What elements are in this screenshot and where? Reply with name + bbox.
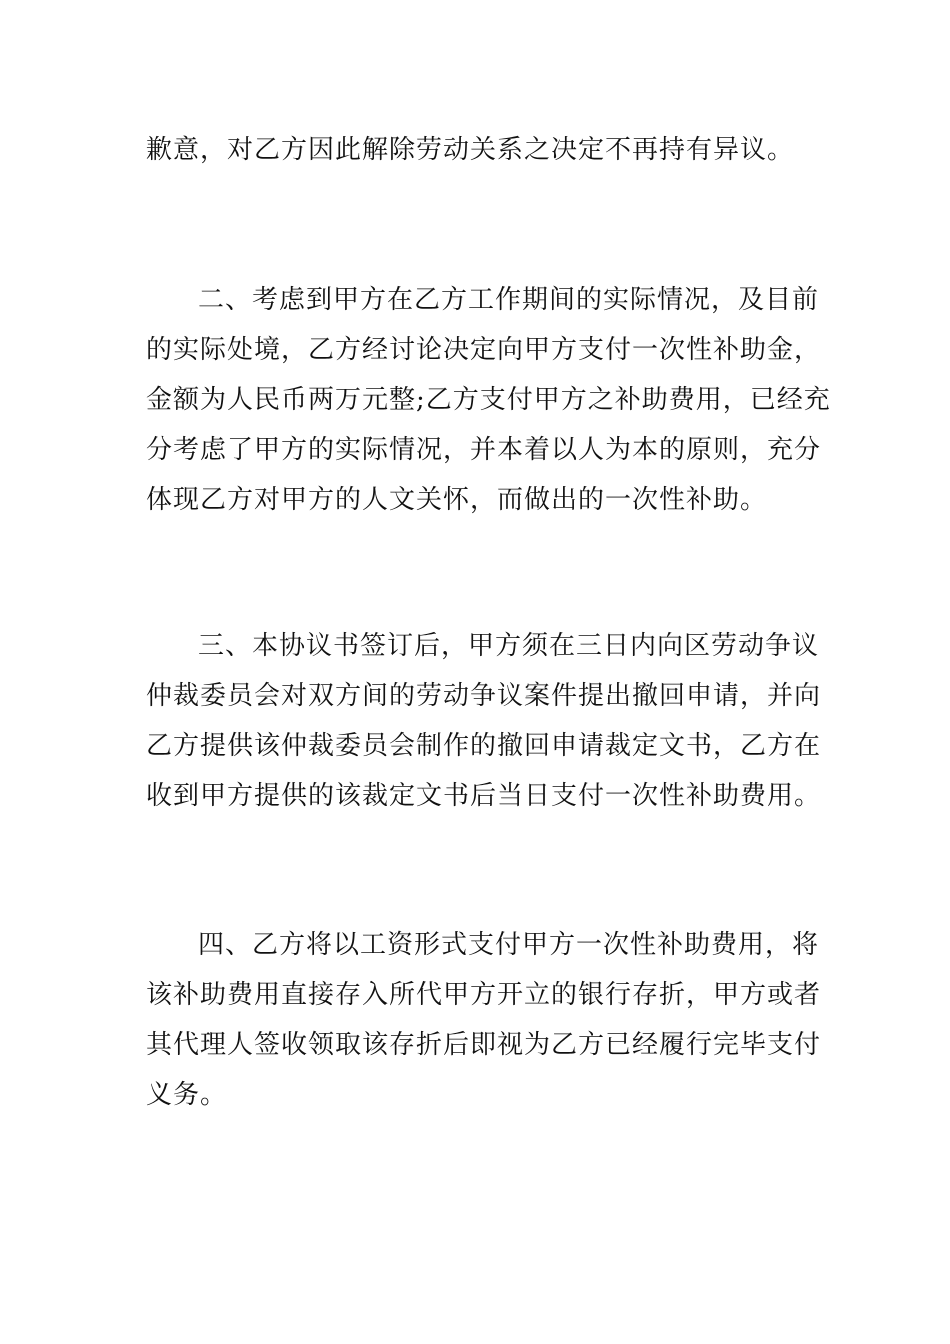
text-line: 乙方提供该仲裁委员会制作的撤回申请裁定文书，乙方在 xyxy=(146,731,822,761)
text-line: 金额为人民币两万元整;乙方支付甲方之补助费用，已经充 xyxy=(146,385,831,415)
paragraph-clause-2 xyxy=(146,275,831,525)
text-line: 体现乙方对甲方的人文关怀，而做出的一次性补助。 xyxy=(146,485,768,515)
paragraph-continuation xyxy=(146,125,806,175)
text-line: 的实际处境，乙方经讨论决定向甲方支付一次性补助金， xyxy=(146,335,822,365)
text-line: 收到甲方提供的该裁定文书后当日支付一次性补助费用。 xyxy=(146,781,822,811)
paragraph-clause-4 xyxy=(146,920,822,1120)
text-line: 分考虑了甲方的实际情况，并本着以人为本的原则，充分 xyxy=(146,435,822,465)
paragraph-clause-3 xyxy=(146,621,822,821)
text-line: 三、本协议书签订后，甲方须在三日内向区劳动争议 xyxy=(198,631,820,661)
text-line: 歉意，对乙方因此解除劳动关系之决定不再持有异议。 xyxy=(146,135,795,165)
text-line: 义务。 xyxy=(146,1080,228,1110)
text-line: 该补助费用直接存入所代甲方开立的银行存折，甲方或者 xyxy=(146,980,822,1010)
text-line: 四、乙方将以工资形式支付甲方一次性补助费用，将 xyxy=(198,930,820,960)
text-line: 其代理人签收领取该存折后即视为乙方已经履行完毕支付 xyxy=(146,1030,822,1060)
text-line: 仲裁委员会对双方间的劳动争议案件提出撤回申请，并向 xyxy=(146,681,822,711)
text-line: 二、考虑到甲方在乙方工作期间的实际情况，及目前 xyxy=(198,285,820,315)
